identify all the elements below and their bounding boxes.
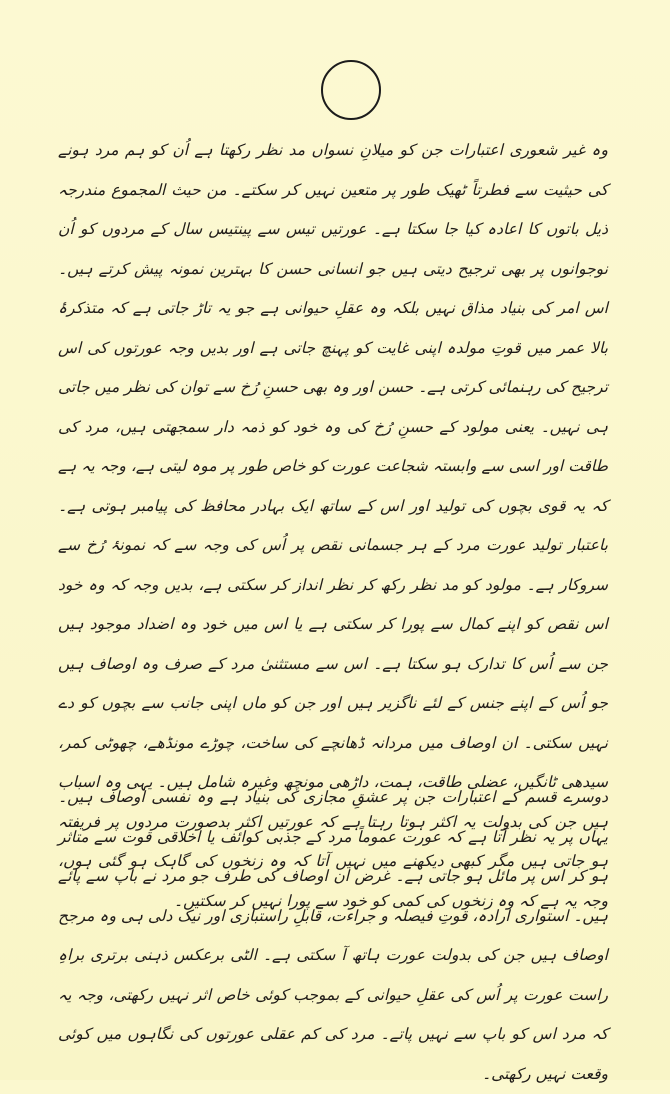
paragraph-1: وہ غیر شعوری اعتبارات جن کو میلانِ نسواں مد نظر رکھتا ہے اُن کو ہم مرد ہونے کی حیثیت سے فطرتاً ٹھیک طور پر متعین نہیں کر سکتے۔ من حیث المجموع مندرجہ ذیل باتوں کا اعادہ کیا جا سکتا ہے۔ عورتیں تیس سے پینتیس سال کے مردوں کو اُن نوجوانوں پر بھی ترجیح دیتی ہیں جو انسانی حسن کا بہترین نمونہ پیش کرتے ہیں۔ اس امر کی بنیاد مذاق نہیں بلکہ وہ عقلِ حیوانی ہے جو یہ تاڑ جاتی ہے کہ متذکرۂ بالا عمر میں قوتِ مولدہ اپنی غایت کو پہنچ جاتی ہے اور بدیں وجہ عورتوں کی اس ترجیح کی رہنمائی کرتی ہے۔ حسن اور وہ بھی حسنِ رُخ سے توان کی نظر میں جاتی ہی نہیں۔ یعنی مولود کے حسنِ رُخ کی وہ خود کو ذمہ دار سمجھتی ہیں، مرد کی طاقت اور اسی سے وابستہ شجاعت عورت کو خاص طور پر موہ لیتی ہے، وجہ یہ ہے کہ یہ قوی بچوں کی تولید اور اس کے ساتھ ایک بہادر محافظ کی پیامبر ہوتی ہے۔ باعتبار تولید عورت مرد کے ہر جسمانی نقص پر اُس کی وجہ سے کہ نمونۂ رُخ سے سروکار ہے۔ مولود کو مد نظر رکھ کر نظر انداز کر سکتی ہے، بدیں وجہ کہ وہ خود اس نقص کو اپنے کمال سے پورا کر سکتی ہے یا اس میں خود وہ اضداد موجود ہیں جن سے اُس کا تدارک ہو سکتا ہے۔ اس سے مستثنیٰ مرد کے صرف وہ اوصاف ہیں جو اُس کے اپنے جنس کے لئے ناگزیر ہیں اور جن کو ماں اپنی جانب سے بچوں کو دے نہیں سکتی۔ ان اوصاف میں مردانہ ڈھانچے کی ساخت، چوڑے مونڈھے، چھوٹی کمر، سیدھی ٹانگیں، عضلی طاقت، ہمت، داڑھی مونچھ وغیرہ شامل ہیں۔ یہی وہ اسباب ہیں جن کی بدولت یہ اکثر ہوتا رہتا ہے کہ عورتیں اکثر بدصورت مردوں پر فریفتہ ہو جاتی ہیں مگر کبھی دیکھنے میں نہیں آتا کہ وہ زنخوں کی گاہک ہو گئی ہوں، وجہ یہ ہے کہ وہ زنخوں کی کمی کو خود سے پورا نہیں کر سکتیں۔	[58, 141, 608, 910]
paragraph-2: دوسرے قسم کے اعتبارات جن پر عشقِ مجازی کی بنیاد ہے وہ نفسی اوصاف ہیں۔ یہاں پر یہ نظر آتا ہے کہ عورت عموماً مرد کے جذبی کوائف یا اخلاقی قوت سے متاثر ہو کر اس پر مائل ہو جاتی ہے۔ غرض ان اوصاف کی طرف جو مرد نے باپ سے پائے ہیں۔ استواری ارادہ، قوتِ فیصلہ و جراءت، قابلِ راستبازی اور نیک دلی ہی وہ مرجح اوصاف ہیں جن کی بدولت عورت ہاتھ آ سکتی ہے۔ الٹی برعکس ذہنی برتری براہِ راست عورت پر اُس کی عقلِ حیوانی کے بموجب کوئی خاص اثر نہیں رکھتی، وجہ یہ کہ مرد اس کو باپ سے نہیں پاتے۔ مرد کی کم عقلی عورتوں کی نگاہوں میں کوئی وقعت نہیں رکھتی۔	[58, 788, 608, 1083]
section-circle-mark	[321, 60, 381, 120]
